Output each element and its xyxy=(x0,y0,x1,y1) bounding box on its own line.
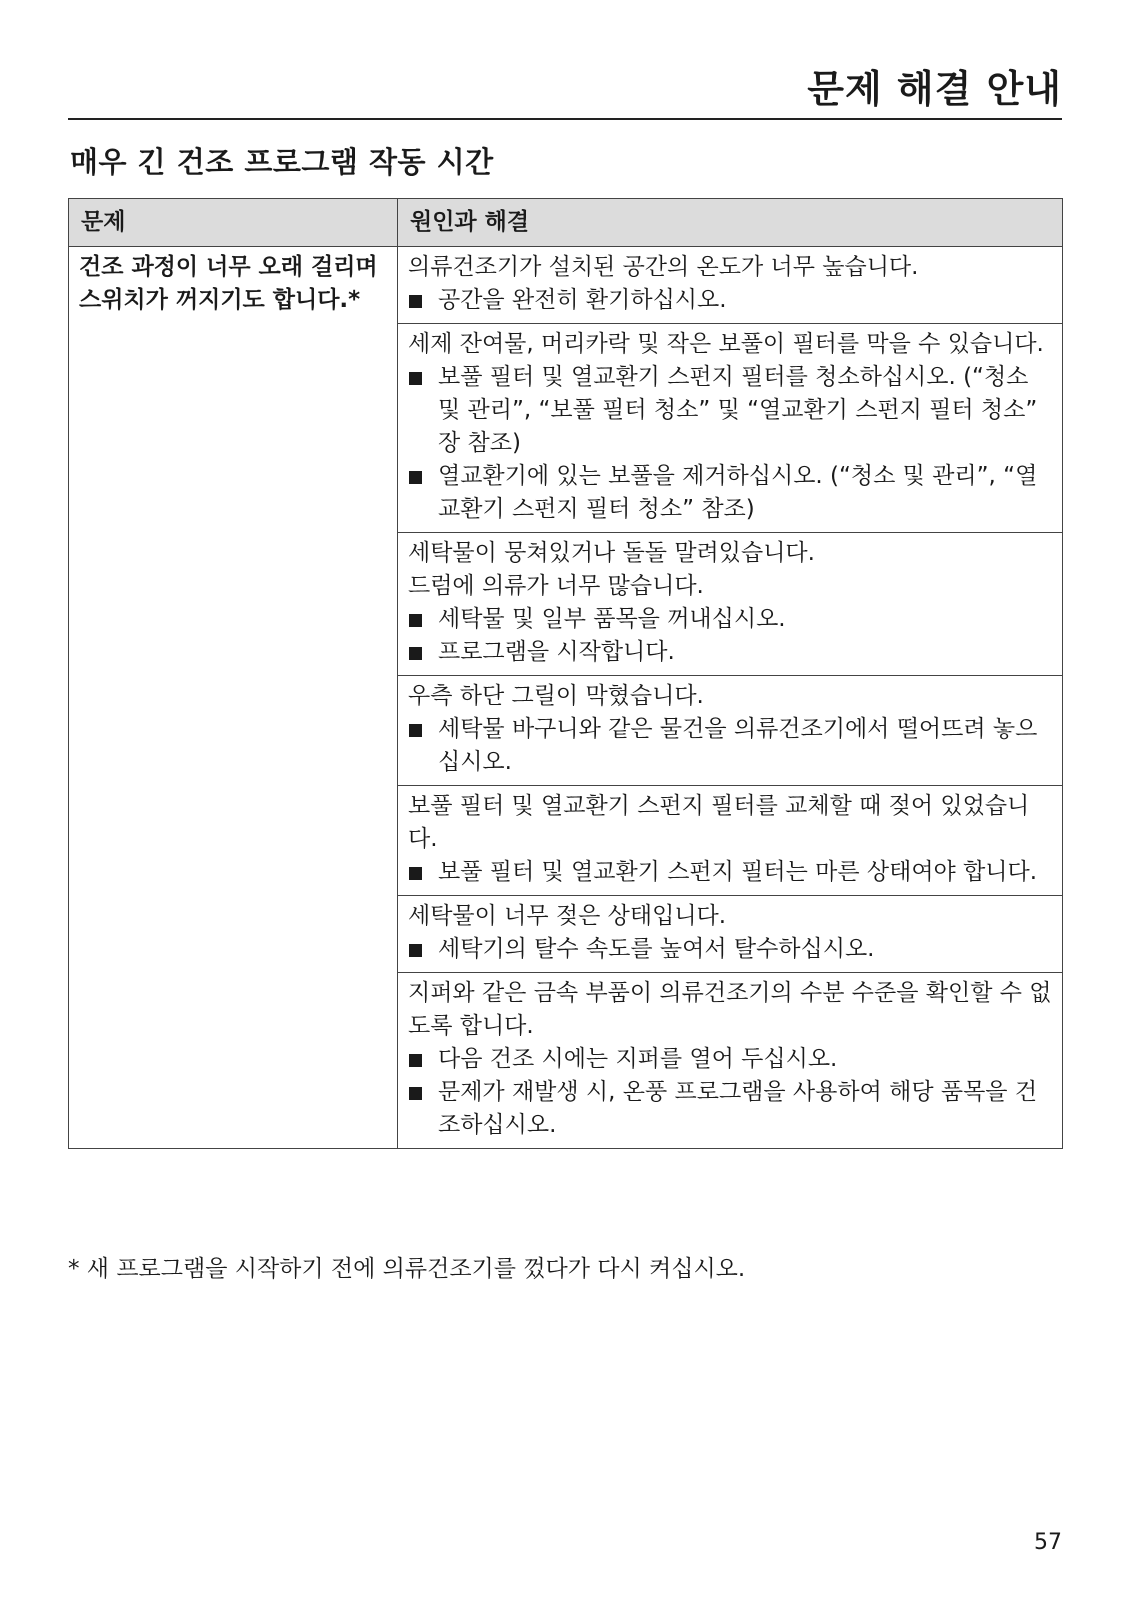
square-bullet-icon xyxy=(408,1043,438,1076)
cause-solution-cell xyxy=(398,973,1063,1149)
troubleshooting-table xyxy=(68,198,1063,1149)
section-title: 매우 긴 건조 프로그램 작동 시간 xyxy=(70,145,494,179)
solution-item xyxy=(408,603,1052,636)
cause-text: 드럼에 의류가 너무 많습니다. xyxy=(408,573,704,599)
solution-text: 공간을 완전히 환기하십시오. xyxy=(438,287,727,313)
solution-item xyxy=(408,1076,1052,1142)
solution-item xyxy=(408,284,1052,317)
table-header-row xyxy=(69,199,1063,247)
square-bullet-icon xyxy=(408,636,438,669)
cause-text: 세탁물이 너무 젖은 상태입니다. xyxy=(408,903,727,929)
cause-solution-cell xyxy=(398,786,1063,896)
square-bullet-icon xyxy=(408,361,438,460)
footnote: * 새 프로그램을 시작하기 전에 의류건조기를 껐다가 다시 켜십시오. xyxy=(68,1256,746,1282)
solution-item xyxy=(408,856,1052,889)
cause-text: 우측 하단 그릴이 막혔습니다. xyxy=(408,683,704,709)
cause-solution-cell xyxy=(398,324,1063,533)
square-bullet-icon xyxy=(408,603,438,636)
solution-item xyxy=(408,361,1052,460)
cause-text: 의류건조기가 설치된 공간의 온도가 너무 높습니다. xyxy=(408,254,919,280)
problem-cell: 건조 과정이 너무 오래 걸리며 스위치가 꺼지기도 합니다.* xyxy=(69,247,398,1149)
column-header-cause-solution: 원인과 해결 xyxy=(398,199,1063,247)
solution-text: 열교환기에 있는 보풀을 제거하십시오. (“청소 및 관리”, “열교환기 스펀지 필터 청소” 참조) xyxy=(438,463,1038,522)
solution-text: 보풀 필터 및 열교환기 스펀지 필터는 마른 상태여야 합니다. xyxy=(438,859,1038,885)
solution-text: 세탁물 및 일부 품목을 꺼내십시오. xyxy=(438,606,786,632)
table-body xyxy=(69,247,1063,1149)
solution-item xyxy=(408,933,1052,966)
cause-solution-cell xyxy=(398,896,1063,973)
square-bullet-icon xyxy=(408,856,438,889)
solution-item xyxy=(408,713,1052,779)
square-bullet-icon xyxy=(408,460,438,526)
solution-item xyxy=(408,460,1052,526)
page-number: 57 xyxy=(1034,1530,1062,1555)
solution-item xyxy=(408,1043,1052,1076)
solution-text: 세탁기의 탈수 속도를 높여서 탈수하십시오. xyxy=(438,936,875,962)
square-bullet-icon xyxy=(408,713,438,779)
square-bullet-icon xyxy=(408,933,438,966)
cause-text: 세탁물이 뭉쳐있거나 돌돌 말려있습니다. xyxy=(408,540,815,566)
solution-text: 보풀 필터 및 열교환기 스펀지 필터를 청소하십시오. (“청소 및 관리”, “보풀 필터 청소” 및 “열교환기 스펀지 필터 청소” 장 참조) xyxy=(438,364,1038,456)
solution-item xyxy=(408,636,1052,669)
cause-solution-cell xyxy=(398,676,1063,786)
cause-text: 세제 잔여물, 머리카락 및 작은 보풀이 필터를 막을 수 있습니다. xyxy=(408,331,1044,357)
cause-text: 보풀 필터 및 열교환기 스펀지 필터를 교체할 때 젖어 있었습니다. xyxy=(408,793,1030,852)
solution-text: 세탁물 바구니와 같은 물건을 의류건조기에서 떨어뜨려 놓으십시오. xyxy=(438,716,1038,775)
table-row xyxy=(69,247,1063,324)
page-header-title: 문제 해결 안내 xyxy=(807,67,1062,111)
cause-solution-cell xyxy=(398,533,1063,676)
square-bullet-icon xyxy=(408,1076,438,1142)
solution-text: 다음 건조 시에는 지퍼를 열어 두십시오. xyxy=(438,1046,838,1072)
cause-solution-cell xyxy=(398,247,1063,324)
solution-text: 문제가 재발생 시, 온풍 프로그램을 사용하여 해당 품목을 건조하십시오. xyxy=(438,1079,1038,1138)
solution-text: 프로그램을 시작합니다. xyxy=(438,639,675,665)
header-divider xyxy=(68,118,1062,120)
cause-text: 지퍼와 같은 금속 부품이 의류건조기의 수분 수준을 확인할 수 없도록 합니다. xyxy=(408,980,1052,1039)
square-bullet-icon xyxy=(408,284,438,317)
column-header-problem: 문제 xyxy=(69,199,398,247)
